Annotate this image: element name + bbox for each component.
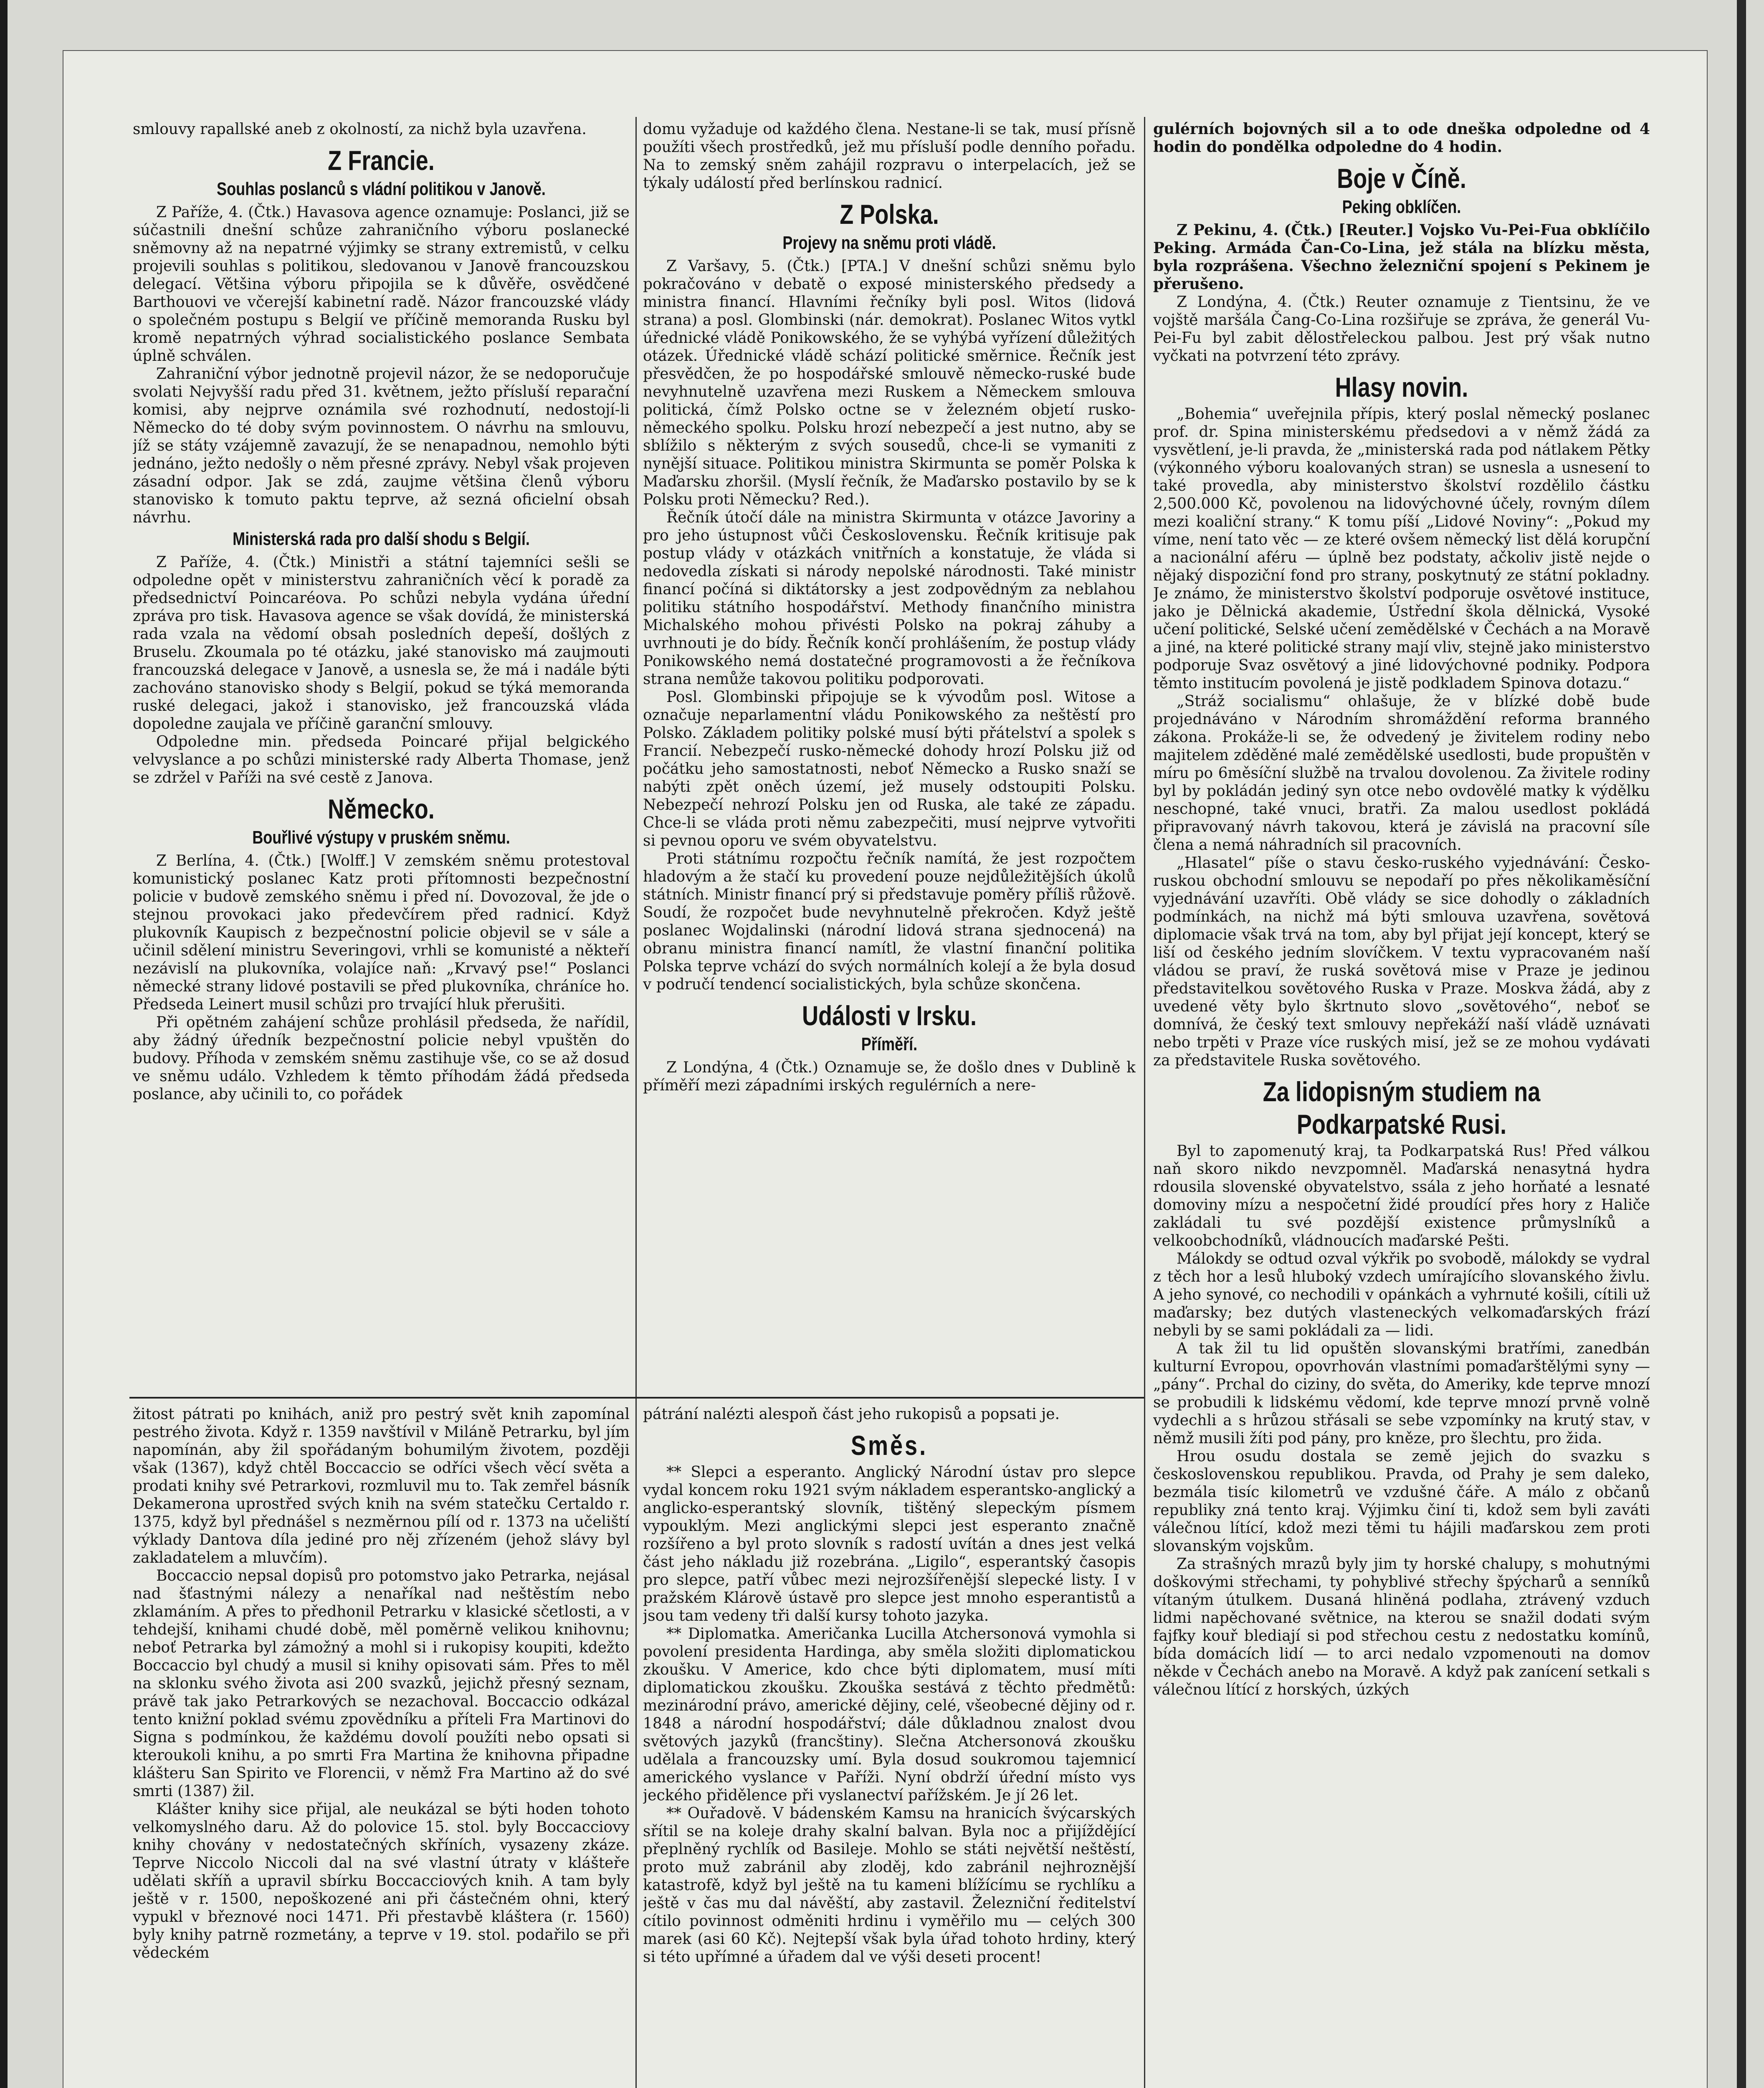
article-paragraph: pátrání nalézti alespoň část jeho rukopisů a popsati je. — [643, 1406, 1060, 1423]
article-subheadline: Projevy na sněmu proti vládě. — [782, 233, 996, 253]
article-paragraph: Z Pekinu, 4. (Čtk.) [Reuter.] Vojsko Vu-Pei-Fua obklíčilo Peking. Armáda Čan-Co-Lina, jež stála na blízku města, byla rozprášena. Všechno železniční spojení s Pekinem je přerušeno. — [1153, 221, 1650, 293]
article-paragraph: ** Diplomatka. Američanka Lucilla Atchersonová vymohla si povolení presidenta Hardinga, aby směla složiti diplomatickou zkoušku. V Americe, kdo chce býti diplomatem, musí míti diplomatickou zkoušku. Zkouška sestává z těchto předmětů: mezinárodní právo, americké dějiny, celé, všeobecné dějiny od r. 1848 a národní hospodářství; dále důkladnou znalost dvou světových jazyků (francštiny). Slečna Atchersonová zkoušku udělala a francouzsky umí. Byla dosud soukromou tajemnicí amerického vyslance v Paříži. Nyní obdrží úřední místo vys jeckého přidělence při vyslanectví pařížském. Je jí 26 let. — [643, 1625, 1136, 1804]
article-paragraph: „Hlasatel“ píše o stavu česko-ruského vyjednávání: Česko-ruskou obchodní smlouvu se nepodaří po přes několikaměsíční vyjednávání uzavříti. Obě vlády se sice dohodly o základních podmínkách, na nichž má býti smlouva uzavřena, sovětová diplomacie však trvá na tom, aby byl přijat její koncept, který se liší od českého jedním slovíčkem. V textu vypracovaném naší vládou se praví, že ruská sovětová mise v Praze je jedinou představitelkou sovětového Ruska v Praze. Moskva žádá, aby z uvedené věty bylo škrtnuto slovo „sovětového“, neboť se domnívá, že český text smlouvy nepřekáží naší vládě uznávati nebo trpěti v Praze více ruských misí, jež se ze mohou vydávati za představitele Ruska sovětového. — [1153, 854, 1650, 1069]
section-headline: Německo. — [328, 793, 435, 824]
article-paragraph: A tak žil tu lid opuštěn slovanskými bratřími, zanedbán kulturní Evropou, opovrhován vlastními pomaďarštělými syny — „pány“. Prchal do ciziny, do světa, do Ameriky, kde teprve mnozí se probudili k lidskému vědomí, kde teprve mnozí prvně volně vydechli a s hrůzou střásali se sebe vzpomínky na krutý stav, v němž musili žíti pod pány, pro kněze, pro šlechtu, pro žida. — [1153, 1340, 1650, 1447]
section-headline: Směs. — [850, 1430, 928, 1461]
article-paragraph: Řečník útočí dále na ministra Skirmunta v otázce Javoriny a pro jeho ústupnost vůči Československu. Řečník kritisuje pak postup vlády v otázkách vnitřních a konstatuje, že vláda si nedovedla získati si národy nepolské národnosti. Také ministr financí počíná si diktátorsky a jest zodpovědným za neblahou politiku státního hospodářství. Methody finančního ministra Michalského mohou přivésti Polsko na pokraj záhuby a uvrhnouti je do bídy. Řečník končí prohlášením, že postup vlády Ponikowského nemá dostatečné programovosti a že řečníkova strana nemůže takovou politiku podporovati. — [643, 509, 1136, 688]
article-paragraph: Málokdy se odtud ozval výkřik po svobodě, málokdy se vydral z těch hor a lesů hluboký vzdech umírajícího slovanského živlu. A jeho synové, co nechodili v opánkách a vyhrnuté košili, cítili už maďarsky; bez dutých vlasteneckých velkomaďarských frází nebyli by se sami pokládali za — lidi. — [1153, 1250, 1650, 1339]
article-paragraph: Při opětném zahájení schůze prohlásil předseda, že nařídil, aby žádný úředník bezpečnostní policie nebyl vpuštěn do budovy. Příhoda v zemském sněmu zastihuje vše, co se až dosud ve sněmu událo. Vzhledem k těmto příhodám žádá předseda poslance, aby učinili to, co pořádek — [133, 1014, 630, 1103]
scan-left-edge — [0, 0, 8, 2088]
section-headline: Z Francie. — [328, 145, 435, 176]
article-paragraph: Za strašných mrazů byly jim ty horské chalupy, s mohutnými doškovými střechami, ty pohyblivé střechy špýcharů a senníků vítaným útulkem. Dusaná hliněná podlaha, ztrávený vzduch lidmi napěchované světnice, na kterou se snažil dodati svým fajfky kouř blediají si pod střechou cestu z nedostatku komínů, bída domácích lidí — to arci nedalo vzpomenouti na domov někde v Čechách anebo na Moravě. A když pak zanícení setkali s válečnou lítící z horských, úzkých — [1153, 1556, 1650, 1698]
article-paragraph: Z Paříže, 4. (Čtk.) Havasova agence oznamuje: Poslanci, již se súčastnili dnešní schůze zahraničního výboru poslanecké sněmovny až na nepatrné výjimky se strany extremistů, v celku projevili souhlas s politikou, sledovanou v Janově francouzskou delegací. Většina výboru připojila se k důvěře, osvědčené Barthouovi ve včerejší kabinetní radě. Názor francouzské vlády o společném postupu s Belgií ve příčině memoranda Rusku byl kromě nepatrných výhrad socialistického poslance Sembata úplně schválen. — [133, 204, 630, 365]
article-paragraph: ** Slepci a esperanto. Anglický Národní ústav pro slepce vydal koncem roku 1921 svým nákladem esperantsko-anglický a anglicko-esperantský slovník, tištěný slepeckým písmem vypouklým. Mezi anglickými slepci jest esperanto značně rozšířeno a byl proto slovník s radostí uvítán a dnes jest velká část jeho nákladu již rozebrána. „Ligilo“, esperantský časopis pro slepce, patří vůbec mezi nejrozšířenější slepecké listy. I v pražském Klárově ústavě pro slepce jest mnoho esperantistů a jsou tam vedeny tři další kursy tohoto jazyka. — [643, 1464, 1136, 1624]
article-subheadline: Bouřlivé výstupy v pruském sněmu. — [252, 827, 510, 848]
article-paragraph: Z Londýna, 4. (Čtk.) Reuter oznamuje z Tientsinu, že ve vojště maršála Čang-Co-Lina rozšiřuje se zpráva, že generál Vu-Pei-Fu byl zabit dělostřeleckou palbou. Jest prý však nutno vyčkati na potvrzení této zprávy. — [1153, 294, 1650, 365]
article-paragraph: Z Londýna, 4 (Čtk.) Oznamuje se, že došlo dnes v Dublině k příměří mezi západními irských regulérních a nere- — [643, 1059, 1136, 1094]
article-paragraph: „Bohemia“ uveřejnila přípis, který poslal německý poslanec prof. dr. Spina ministerskému předsedovi a v němž žádá za vysvětlení, je-li pravda, že „ministerská rada pod nátlakem Pětky (výkonného výboru koalovaných stran) se usnesla a usnesení to také provedla, aby ministerstvo školství rozdělilo částku 2,500.000 Kč, povolenou na lidovýchovné účely, rovným dílem mezi koaliční strany.“ K tomu píší „Lidové Noviny“: „Pokud my víme, není tato věc — ze které ovšem německý list dělá korupční a nacionální aféru — úplně bez podstaty, ačkoliv jistě nejde o nějaký dispoziční fond pro strany, poskytnutý ze státní pokladny. Je známo, že ministerstvo školství podporuje osvětové instituce, jako je Dělnická akademie, Ústřední škola dělnická, Vysoké učení politické, Selské učení zemědělské v Čechách a na Moravě a jiné, na které politické strany mají vliv, stejně jako ministerstvo podporuje Svaz osvětový a jiné lidovýchovné podniky. Podpora těmto institucím povolená je jistě podkladem Spinova dotazu.“ — [1153, 405, 1650, 692]
article-paragraph: Z Paříže, 4. (Čtk.) Ministři a státní tajemníci sešli se odpoledne opět v ministerstvu zahraničních věcí k poradě za předsednictví Poincaréova. Po schůzi nebyla vydána úřední zpráva pro tisk. Havasova agence se však dovídá, že ministerská rada vzala na vědomí obsah posledních depeší, došlých z Bruselu. Zkoumala po té otázku, jaké stanovisko má zaujmouti francouzská delegace v Janově, a usnesla se, že má i nadále býti zachováno stanovisko shody s Belgií, pokud se týká memoranda ruské delegaci, jakož i stanovisko, jež francouzská vláda dopoledne zaujala ve příčině garanční smlouvy. — [133, 554, 630, 732]
article-paragraph: Hrou osudu dostala se země jejich do svazku s československou republikou. Pravda, od Prahy je sem daleko, bezmála tisíc kilometrů ve vzdušné čáře. A málo z občanů republiky zná tento kraj. Výjimku činí ti, kdož sem byli zaváti válečnou lítící, kdož mezi těmi tu hájili maďarskou zem proti slovanským vojskům. — [1153, 1448, 1650, 1555]
section-headline: Boje v Číně. — [1337, 163, 1466, 194]
article-subheadline: Peking obklíčen. — [1342, 197, 1461, 217]
article-paragraph: ** Ouřadově. V bádenském Kamsu na hranicích švýcarských sřítil se na koleje drahy skalní balvan. Byla noc a přijíždějící přeplněný rychlík od Basileje. Mohlo se státi největší neštěstí, proto muž zabránil aby zloděj, kdo zabránil nejhroznější katastrofě, když byl ještě na tu kameni blížícímu se rychlíku a ještě v čas mu dal návěští, aby zastavil. Železniční ředitelství cítilo povinnost odměniti hrdinu i vyměřilo mu — celých 300 marek (asi 60 Kč). Nejtepší však byla úřad tohoto hrdiny, který si této upřímné a úřadem dal ve výši deseti procent! — [643, 1805, 1136, 1966]
section-headline: Z Polska. — [840, 199, 939, 230]
article-paragraph: Odpoledne min. předseda Poincaré přijal belgického velvyslance a po schůzi ministerské rady Alberta Thomase, jenž se zdržel v Paříži na své cestě z Janova. — [133, 733, 630, 786]
article-paragraph: žitost pátrati po knihách, aniž pro pestrý svět knih zapomínal pestrého života. Když r. 1359 navštívil v Miláně Petrarku, byl jím napomínán, aby žil spořádaným bohumilým životem, později však (1367), když chtěl Boccaccio se odříci všech věcí světa a prodati knihy své Petrarkovi, rozmluvil mu to. Tak zemřel básník Dekamerona uprostřed svých knih na svém statečku Certaldo r. 1375, když byl přednášel s nezměrnou pílí od r. 1373 na učeliští výklady Dantova díla jediné pro něj zřízeném (jehož slávy byl zakladatelem a mluvčím). — [133, 1406, 630, 1566]
article-paragraph: Klášter knihy sice přijal, ale neukázal se býti hoden tohoto velkomyslného daru. Až do polovice 15. stol. byly Boccacciovy knihy chovány v nedostatečných skříních, vysazeny zkáze. Teprve Niccolo Niccoli dal na své vlastní útraty v klášteře udělati skříň a upravil sbírku Boccacciových knih. A tam byly ještě v r. 1500, nepoškozené ani při částečném ohni, který vypukl v březnové noci 1471. Při přestavbě kláštera (r. 1560) byly knihy patrně rozmetány, a teprve v 19. stol. podařilo se při vědeckém — [133, 1801, 630, 1961]
article-paragraph: Zahraniční výbor jednotně projevil názor, že se nedoporučuje svolati Nejvyšší radu před 31. květnem, ježto přísluší reparační komisi, aby nejprve oznámila své rozhodnutí, nedostojí-li Německo do té doby svým povinnostem. O návrhu na smlouvu, jíž se státy vzájemně zavazují, že se nenapadnou, nemohlo býti jednáno, ježto nedošly o něm přesné zprávy. Nebyl však projeven zásadní odpor. Jak se zdá, zaujme většina členů výboru stanovisko k tomuto paktu teprve, až sezná oficielní obsah návrhu. — [133, 365, 630, 526]
article-paragraph: Boccaccio nepsal dopisů pro potomstvo jako Petrarka, nejásal nad šťastnými nálezy a nenaříkal nad neštěstím nebo zklamáním. A přes to předhonil Petrarku v klasické sčetlosti, a v tehdejší, knihami chudé době, měl poměrně velikou knihovnu; neboť Petrarka byl zámožný a mohl si i rukopisy koupiti, kdežto Boccaccio byl chudý a musil si knihy opisovati sám. Přes to měl na sklonku svého života asi 200 svazků, jejichž přesný seznam, právě tak jako Petrarkových se nezachoval. Boccaccio odkázal tento knižní poklad svému zpovědníku a příteli Fra Martinovi do Signa s podmínkou, že každému dovolí použíti nebo opsati si kteroukoli knihu, a po smrti Fra Martina že knihovna připadne klášteru San Spirito ve Florencii, v němž Fra Martino až do své smrti (1387) žil. — [133, 1567, 630, 1800]
article-paragraph: gulérních bojovných sil a to ode dneška odpoledne od 4 hodin do pondělka odpoledne do 4 hodin. — [1153, 120, 1650, 156]
section-headline: Hlasy novin. — [1335, 372, 1468, 403]
article-paragraph: „Stráž socialismu“ ohlašuje, že v blízké době bude projednáváno v Národním shromáždění reforma branného zákona. Prokáže-li se, že odvedený je živitelem rodiny nebo majitelem zděděné malé zemědělské usedlosti, bude propuštěn v míru po 6měsíční službě na trvalou dovolenou. Za živitele rodiny byl by pokládán jediný syn otce nebo ovdovělé matky k výdělku neschopné, také vnuci, bratři. Za malou usedlost pokládá připravovaný návrh takovou, která je závislá na pracovní síle člena a nemá náhradních sil pracovních. — [1153, 693, 1650, 854]
article-paragraph: smlouvy rapallské aneb z okolností, za nichž byla uzavřena. — [133, 121, 587, 138]
article-paragraph: Posl. Glombinski připojuje se k vývodům posl. Witose a označuje neparlamentní vládu Ponikowského za neštěstí pro Polsko. Základem politiky polské musí býti přátelství a spolek s Francií. Nebezpečí rusko-německé dohody hrozí Polsku již od počátku jeho samostatnosti, neboť Německo a Rusko snaží se nabýti zpět oněch území, jež musely odstoupiti Polsku. Nebezpečí nehrozí Polsku jen od Ruska, ale také ze západu. Chce-li se vláda proti němu zabezpečiti, musí nejprve vytvořiti si pevnou oporu ve svém obyvatelstvu. — [643, 689, 1136, 849]
article-paragraph: Z Berlína, 4. (Čtk.) [Wolff.] V zemském sněmu protestoval komunistický poslanec Katz proti přítomnosti bezpečnostní policie v budově zemského sněmu i před ní. Dovozoval, že jde o stejnou provokaci jako předevčírem před radnicí. Když plukovník Kaupisch z bezpečnostní policie objevil se v sále a učinil sdělení ministru Severingovi, vrhli se komunisté a někteří nezávislí na plukovníka, volajíce naň: „Krvavý pse!“ Poslanci německé strany lidové postavili se před plukovníka, chráníce ho. Předseda Leinert musil schůzi pro trvající hluk přerušiti. — [133, 852, 630, 1013]
article-paragraph: Z Varšavy, 5. (Čtk.) [PTA.] V dnešní schůzi sněmu bylo pokračováno v debatě o exposé ministerského předsedy a ministra financí. Hlavními řečníky byli posl. Witos (lidová strana) a posl. Glombinski (nár. demokrat). Poslanec Witos vytkl úřednické vládě Ponikowského, že se vyhýbá vyřízení důležitých otázek. Úřednické vládě schází politické směrnice. Řečník jest přesvědčen, že po hospodářské smlouvě německo-ruské bude nevyhnutelně uzavřena mezi Ruskem a Německem smlouva politická, čímž Polsko octne se v železném objetí rusko-německého spolku. Polsku hrozí nebezpečí a jest nutno, aby se sblížilo s některým z svých sousedů, chce-li se vymaniti z nynější situace. Politikou ministra Skirmunta se poměr Polska k Maďarsku zhoršil. (Myslí řečník, že Maďarsko postavilo by se k Polsku proti Německu? Red.). — [643, 258, 1136, 508]
article-subheadline: Příměří. — [861, 1034, 918, 1054]
scan-right-edge — [1737, 0, 1746, 2088]
article-paragraph: domu vyžaduje od každého člena. Nestane-li se tak, musí přísně použíti všech prostředků, jež mu přísluší podle denního pořadu. Na to zemský sněm zahájil rozpravu o interpelacích, jež se týkaly událostí před berlínskou radnicí. — [643, 121, 1136, 192]
article-subheadline: Souhlas poslanců s vládní politikou v Janově. — [217, 179, 546, 199]
article-paragraph: Byl to zapomenutý kraj, ta Podkarpatská Rus! Před válkou naň skoro nikdo nevzpomněl. Maďarská nenasytná hydra rdousila slovenské obyvatelstvo, ssála z jeho horňaté a lesnaté domoviny mízu a nespočetní židé proudící přes hory z Haliče zakládali tu své pozdější existence průmyslníků a velkoobchodníků, vládnoucích maďarské Pešti. — [1153, 1143, 1650, 1249]
page-frame — [63, 50, 1708, 2088]
article-subheadline: Ministerská rada pro další shodu s Belgií. — [233, 529, 530, 549]
section-headline: Za lidopisným studiem na Podkarpatské Rusi. — [1263, 1076, 1541, 1140]
article-paragraph: Proti státnímu rozpočtu řečník namítá, že jest rozpočtem hladovým a že stačí ku provedení pouze nejdůležitějších úkolů státních. Ministr financí prý si představuje poměry příliš růžově. Soudí, že rozpočet bude nevyhnutelně překročen. Když ještě poslanec Wojdalinski (národní lidová strana sjednocená) na obranu ministra financí namítl, že vlastní finanční politika Polska teprve vchází do svých normálních kolejí a že byla dosud v područí tendencí socialistických, byla schůze skončena. — [643, 850, 1136, 993]
section-headline: Události v Irsku. — [802, 1000, 977, 1031]
